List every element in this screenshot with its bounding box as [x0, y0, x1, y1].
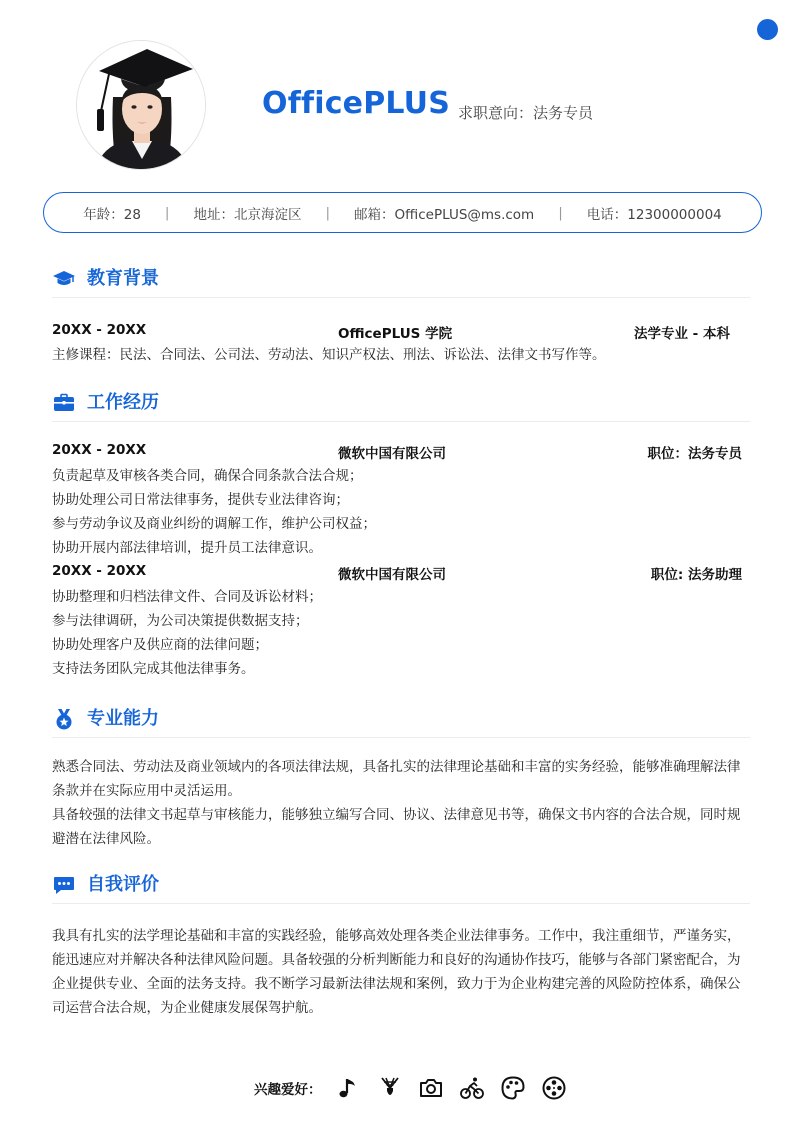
- candidate-name: OfficePLUS: [262, 86, 451, 121]
- section-self-evaluation-header: [52, 868, 750, 904]
- duty-item: 参与劳动争议及商业纠纷的调解工作，维护公司权益；: [52, 516, 376, 532]
- section-education-header: [52, 262, 750, 298]
- contact-separator: |: [325, 204, 331, 221]
- hobbies-row: [254, 1073, 582, 1103]
- music-note-icon: [336, 1075, 362, 1101]
- duty-item: 支持法务团队完成其他法律事务。: [52, 661, 255, 677]
- duty-item: 协助整理和归档法律文件、合同及诉讼材料；: [52, 589, 322, 605]
- job-position: 职位：法务专员: [647, 446, 742, 462]
- skills-paragraph: 具备较强的法律文书起草与审核能力，能够独立编写合同、协议、法律意见书等，确保文书内容的合法合规，同时规避潜在法律风险。: [52, 807, 741, 847]
- contact-phone: 电话：12300000004: [586, 206, 722, 223]
- chat-bubble-icon: [52, 873, 76, 897]
- duty-item: 协助处理客户及供应商的法律问题；: [52, 637, 268, 653]
- self-evaluation-text: 我具有扎实的法学理论基础和丰富的实践经验，能够高效处理各类企业法律事务。工作中，我注重细节，严谨务实，能迅速应对并解决各种法律风险问题。具备较强的分析判断能力和良好的沟通协作技巧，能够与各部门紧密配合，为企业提供专业、全面的法务支持。我不断学习最新法律法规和案例，致力于为企业构建完善的风险防控体系，确保公司运营合法合规，为企业健康发展保驾护航。: [52, 928, 741, 1016]
- section-title: 自我评价: [87, 874, 159, 895]
- duty-item: 协助处理公司日常法律事务，提供专业法律咨询；: [52, 492, 349, 508]
- skills-paragraph: 熟悉合同法、劳动法及商业领域内的各项法律法规，具备扎实的法律理论基础和丰富的实务经验，能够准确理解法律条款并在实际应用中灵活运用。: [52, 759, 741, 799]
- palette-icon: [500, 1075, 526, 1101]
- contact-address: 地址：北京海淀区: [193, 206, 302, 223]
- education-row: [52, 322, 742, 342]
- section-title: 工作经历: [87, 392, 159, 413]
- contact-email: 邮箱：OfficePLUS@ms.com: [354, 206, 535, 223]
- education-school: OfficePLUS 学院: [338, 326, 453, 342]
- cycling-icon: [459, 1075, 485, 1101]
- job-row: [52, 563, 742, 583]
- job-intent: 求职意向：法务专员: [458, 104, 594, 122]
- corner-decoration-dot: [757, 19, 778, 40]
- avatar-graduate-portrait: [77, 41, 206, 170]
- graduation-cap-icon: [52, 267, 76, 291]
- skills-text: [52, 755, 752, 851]
- briefcase-icon: [52, 391, 76, 415]
- duty-item: 协助开展内部法律培训，提升员工法律意识。: [52, 540, 322, 556]
- section-title: 专业能力: [87, 708, 159, 729]
- job-company: 微软中国有限公司: [338, 567, 446, 583]
- job-row: [52, 442, 742, 462]
- job-period: 20XX - 20XX: [52, 442, 147, 458]
- hobbies-label: 兴趣爱好：: [254, 1082, 322, 1098]
- education-courses: 主修课程：民法、合同法、公司法、劳动法、知识产权法、刑法、诉讼法、法律文书写作等。: [52, 347, 606, 363]
- avatar: [76, 40, 206, 170]
- duty-item: 参与法律调研，为公司决策提供数据支持；: [52, 613, 309, 629]
- job-duties: [52, 585, 752, 681]
- job-company: 微软中国有限公司: [338, 446, 446, 462]
- job-period: 20XX - 20XX: [52, 563, 147, 579]
- job-duties: [52, 464, 752, 560]
- badminton-icon: [377, 1075, 403, 1101]
- job-position: 职位: 法务助理: [650, 567, 742, 583]
- contact-separator: |: [558, 204, 563, 221]
- section-work-header: [52, 386, 750, 422]
- section-title: 教育背景: [87, 268, 159, 289]
- camera-icon: [418, 1075, 444, 1101]
- contact-separator: |: [164, 204, 170, 221]
- contact-age: 年龄：28: [83, 206, 141, 223]
- film-reel-icon: [541, 1075, 567, 1101]
- education-period: 20XX - 20XX: [52, 322, 147, 338]
- duty-item: 负责起草及审核各类合同，确保合同条款合法合规；: [52, 468, 363, 484]
- contact-bar: [43, 192, 762, 233]
- medal-icon: [52, 707, 76, 731]
- section-skills-header: [52, 702, 750, 738]
- education-major: 法学专业 - 本科: [633, 326, 730, 342]
